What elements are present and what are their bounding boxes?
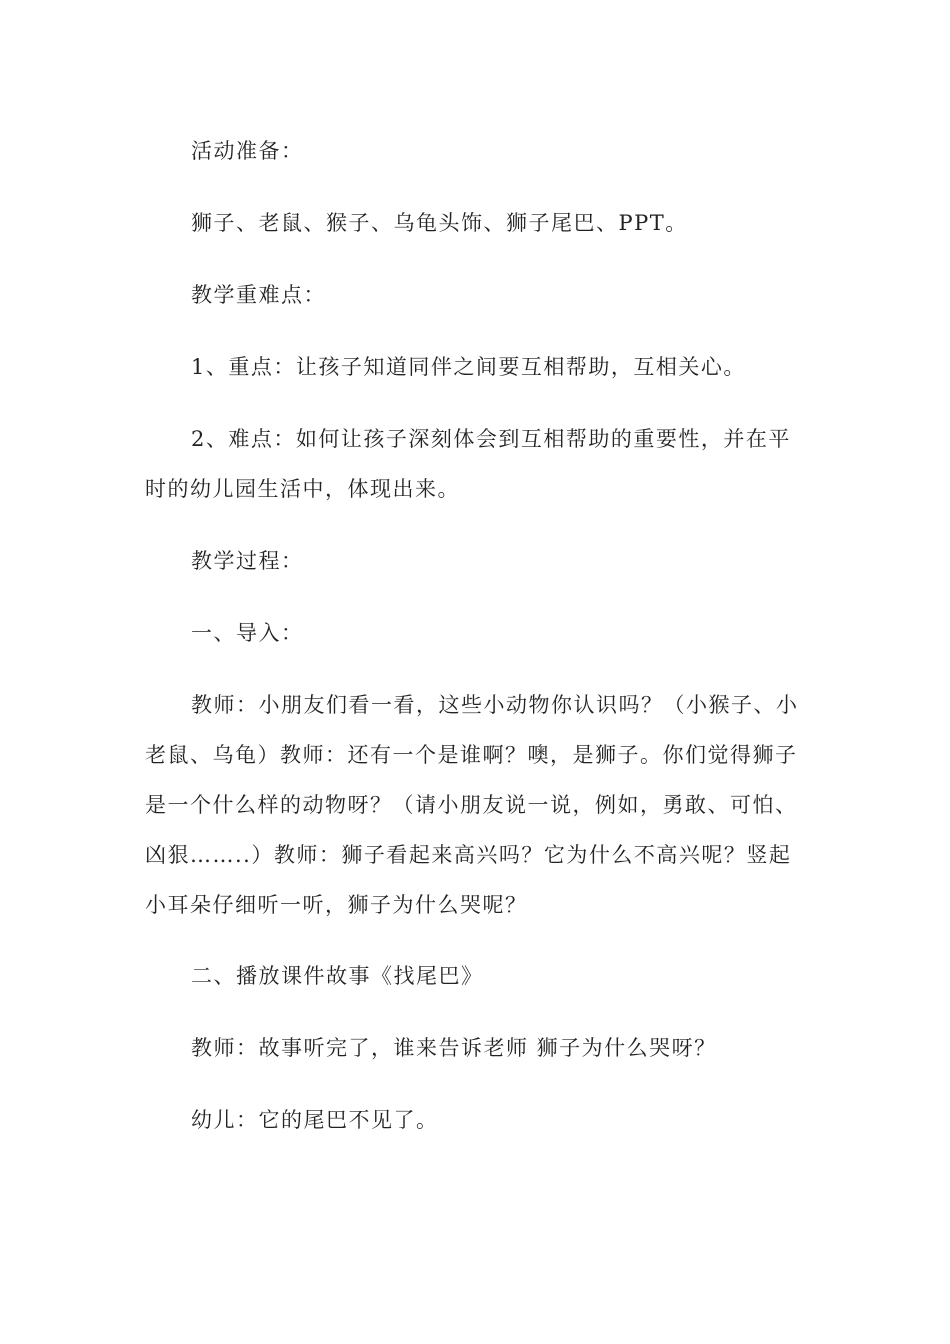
materials-paragraph: 狮子、老鼠、猴子、乌龟头饰、狮子尾巴、PPT。 — [191, 211, 688, 235]
heading-teaching-process: 教学过程： — [191, 549, 304, 573]
introduction-dialogue-paragraph: 教师：小朋友们看一看，这些小动物你认识吗？（小猴子、小老鼠、乌龟）教师：还有一个是谁啊？噢，是狮子。你们觉得狮子是一个什么样的动物呀？（请小朋友说一说，例如，勇敢、可怕、凶狠……..）教师：狮子看起来高兴吗？它为什么不高兴呢？竖起小耳朵仔细听一听，狮子为什么哭呢？ — [145, 693, 799, 917]
teacher-question-paragraph: 教师：故事听完了，谁来告诉老师 狮子为什么哭呀？ — [191, 1036, 717, 1060]
heading-activity-preparation: 活动准备： — [191, 139, 304, 163]
child-answer-paragraph: 幼儿：它的尾巴不见了。 — [191, 1108, 439, 1132]
section-introduction-heading: 一、导入： — [191, 621, 304, 645]
difficulty-point-paragraph: 2、难点：如何让孩子深刻体会到互相帮助的重要性，并在平时的幼儿园生活中，体现出来。 — [145, 427, 791, 501]
section-story-heading: 二、播放课件故事《找尾巴》 — [191, 964, 484, 988]
focus-point-paragraph: 1、重点：让孩子知道同伴之间要互相帮助，互相关心。 — [191, 355, 746, 379]
heading-teaching-focus: 教学重难点： — [191, 283, 326, 307]
